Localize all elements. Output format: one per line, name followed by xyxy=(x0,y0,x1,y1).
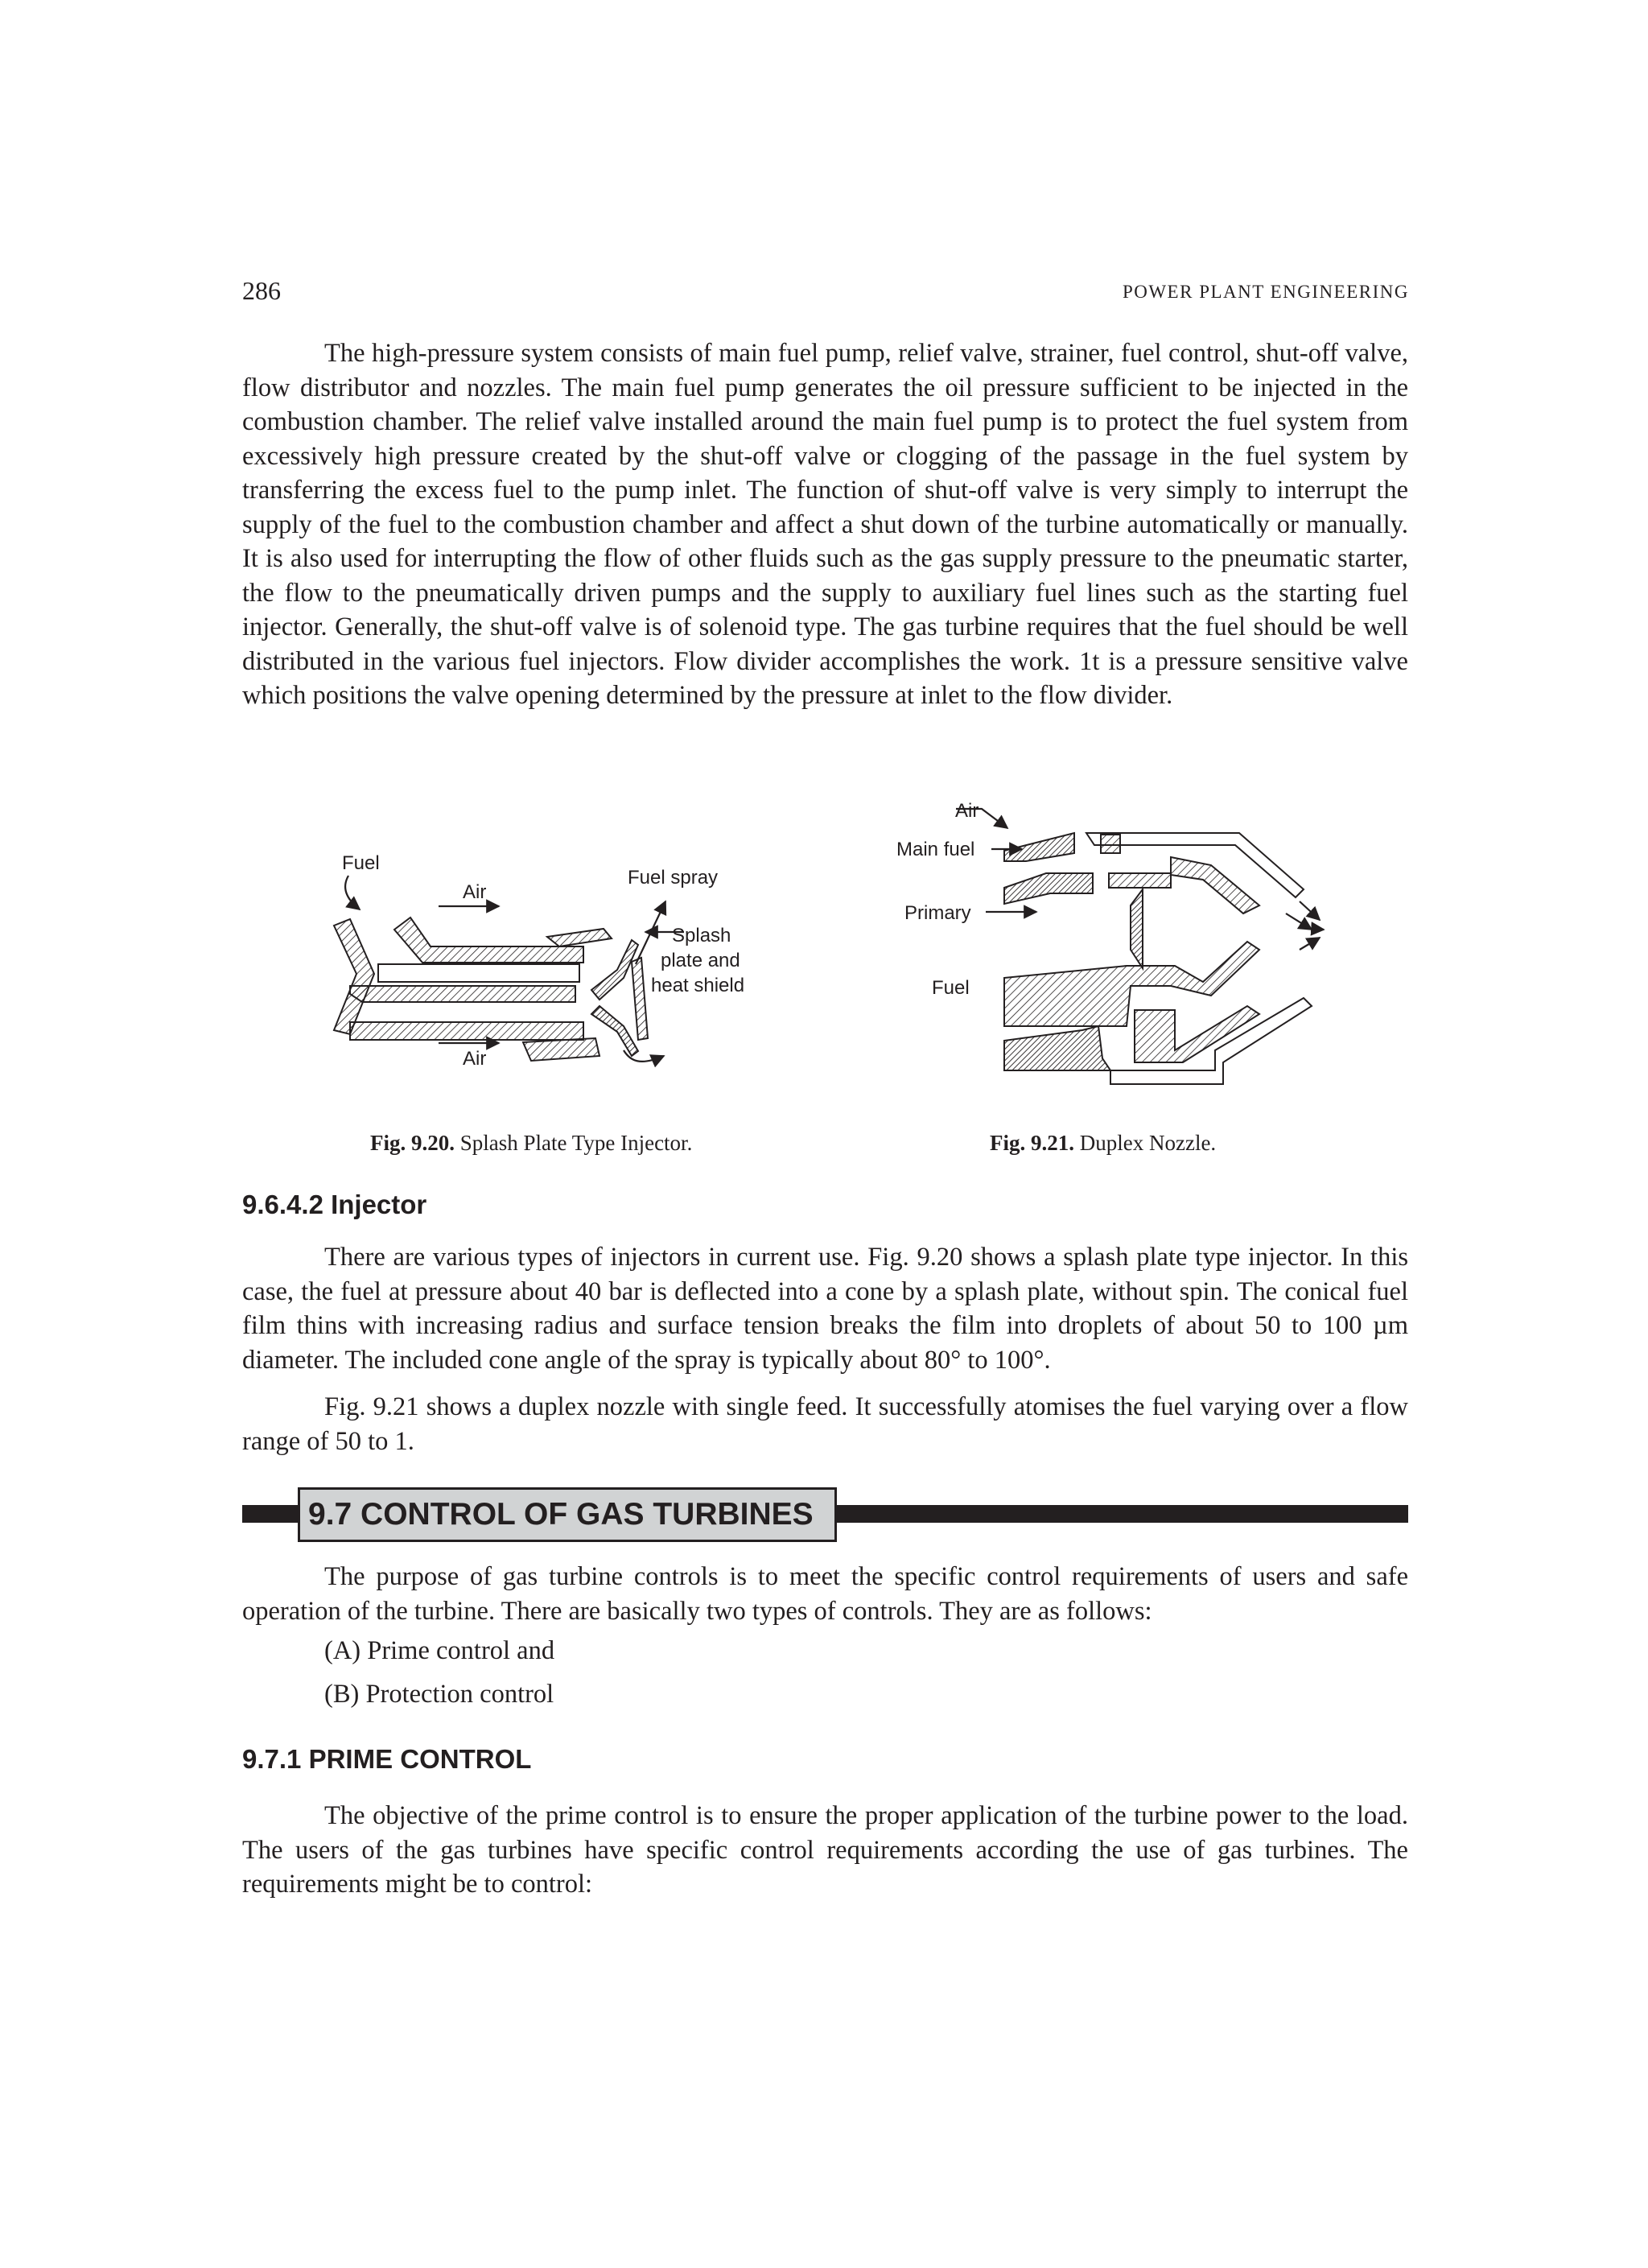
main-fuel-label: Main fuel xyxy=(896,839,975,860)
section-heading: 9.7 CONTROL OF GAS TURBINES xyxy=(298,1487,837,1542)
paragraph-duplex-nozzle: Fig. 9.21 shows a duplex nozzle with single feed. It successfully atomises the fuel varying over a flow range of 50 to 1. xyxy=(242,1392,1408,1456)
page-number: 286 xyxy=(242,276,281,305)
air-bottom-label: Air xyxy=(463,1048,487,1070)
figure-caption-9-21 xyxy=(990,1131,1216,1156)
splash-label-line1: Splash xyxy=(672,925,731,946)
heading-prime-control: 9.7.1 PRIME CONTROL xyxy=(242,1744,532,1774)
splash-label-line3: heat shield xyxy=(651,975,745,996)
list-item-prime-control: (A) Prime control and xyxy=(324,1636,555,1665)
fuel-label: Fuel xyxy=(932,977,970,999)
paragraph-injector-types: There are various types of injectors in current use. Fig. 9.20 shows a splash plate type injector. In this case, the fuel at pressure about 40 bar is deflected into a cone by a splash plate, without spin. The conical fuel film thins with increasing radius and surface tension breaks the film into droplets of about 50 to 100 µm diameter. The included cone angle of the spray is typically about 80° to 100°. xyxy=(242,1243,1408,1375)
paragraph-high-pressure-system: The high-pressure system consists of main fuel pump, relief valve, strainer, fuel control, shut-off valve, flow distributor and nozzles. The main fuel pump generates the oil pressure sufficient to be injected in the combustion chamber. The relief valve installed around the main fuel pump is to protect the fuel system from excessively high pressure created by the shut-off valve or clogging of the passage in the fuel system by transferring the excess fuel to the pump inlet. The function of shut-off valve is very simply to interrupt the supply of the fuel to the combustion chamber and affect a shut down of the turbine automatically or manually. It is also used for interrupting the flow of other fluids such as the gas supply pressure to the pneumatic starter, the flow to the pneumatically driven pumps and the supply to auxiliary fuel lines such as the starting fuel injector. Generally, the shut-off valve is of solenoid type. The gas turbine requires that the fuel should be well distributed in the various fuel injectors. Flow divider accomplishes the work. 1t is a pressure sensitive valve which positions the valve opening determined by the pressure at inlet to the flow divider. xyxy=(242,339,1408,710)
air-label: Air xyxy=(955,800,979,822)
list-item-protection-control: (B) Protection control xyxy=(324,1680,554,1709)
splash-plate-injector-diagram xyxy=(318,845,785,1087)
nozzle-body xyxy=(1004,833,1312,1084)
caption-text: Duplex Nozzle. xyxy=(1074,1131,1217,1155)
running-head: POWER PLANT ENGINEERING xyxy=(1122,282,1409,302)
spray-arrow-1 xyxy=(1300,901,1320,920)
caption-number: Fig. 9.21. xyxy=(990,1131,1074,1155)
primary-label: Primary xyxy=(904,902,971,924)
fuel-arrow xyxy=(345,876,360,909)
paragraph-prime-control: The objective of the prime control is to ensure the proper application of the turbine power to the load. The users of the gas turbines have specific control requirements according the use of gas turbines. The requirements might be to control: xyxy=(242,1801,1408,1899)
fuel-label: Fuel xyxy=(342,852,380,874)
fuel-spray-label: Fuel spray xyxy=(628,867,719,889)
caption-number: Fig. 9.20. xyxy=(370,1131,455,1155)
heading-injector: 9.6.4.2 Injector xyxy=(242,1190,427,1219)
spray-arrow-4 xyxy=(1286,913,1312,930)
splash-label-line2: plate and xyxy=(661,950,740,971)
air-top-label: Air xyxy=(463,881,487,903)
caption-text: Splash Plate Type Injector. xyxy=(455,1131,693,1155)
paragraph-controls-purpose: The purpose of gas turbine controls is to meet the specific control requirements of users and safe operation of the turbine. There are basically two types of controls. They are as follows: xyxy=(242,1562,1408,1626)
figure-caption-9-20 xyxy=(370,1131,692,1156)
injector-outer-wall xyxy=(334,918,612,1061)
spray-arrow-3 xyxy=(1300,938,1320,950)
duplex-nozzle-diagram xyxy=(893,785,1344,1107)
